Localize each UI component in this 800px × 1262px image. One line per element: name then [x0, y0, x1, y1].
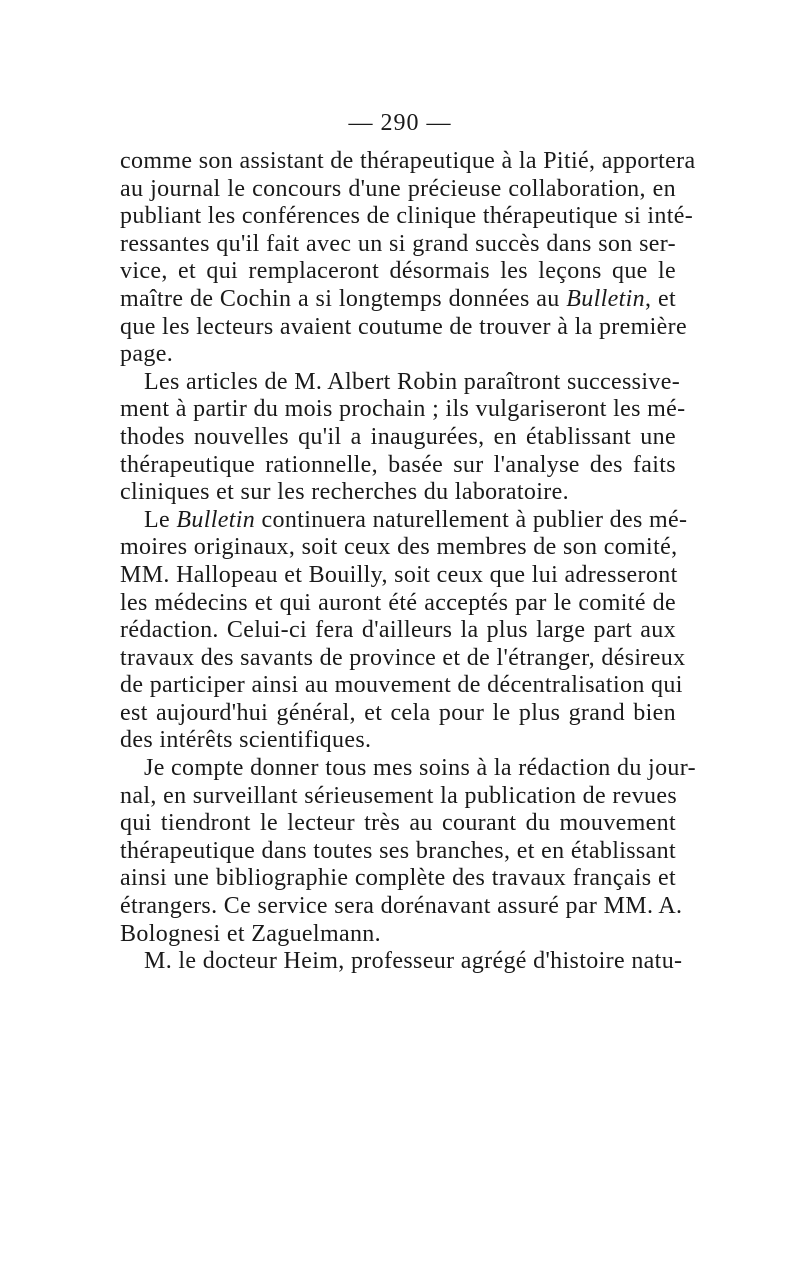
text-line: qui tiendront le lecteur très au courant du mouvement — [120, 810, 676, 837]
text-line: travaux des savants de province et de l'étranger, désireux — [120, 644, 686, 671]
paragraph-first-line: Les articles de M. Albert Robin paraîtront successive- — [144, 368, 681, 395]
text-line: thérapeutique rationnelle, basée sur l'analyse des faits — [120, 451, 676, 478]
text-segment: continuera naturellement à publier des mé- — [255, 506, 688, 533]
body-text — [120, 148, 696, 976]
text-line: publiant les conférences de clinique thérapeutique si inté- — [120, 203, 694, 230]
text-line: ressantes qu'il fait avec un si grand succès dans son ser- — [120, 230, 676, 257]
paragraph-first-line: M. le docteur Heim, professeur agrégé d'histoire natu- — [144, 948, 683, 975]
paragraph-end-line: page. — [120, 341, 174, 368]
text-line — [120, 286, 676, 314]
text-segment: , et — [645, 285, 676, 312]
text-line: ment à partir du mois prochain ; ils vulgariseront les mé- — [120, 396, 686, 423]
journal-title-italic: Bulletin — [176, 506, 256, 533]
text-line: de participer ainsi au mouvement de décentralisation qui — [120, 672, 683, 699]
text-line: au journal le concours d'une précieuse collaboration, en — [120, 175, 676, 202]
text-line: moires originaux, soit ceux des membres de son comité, — [120, 534, 678, 561]
paragraph-end-line: Bolognesi et Zaguelmann. — [120, 920, 382, 947]
text-line: rédaction. Celui-ci fera d'ailleurs la plus large part aux — [120, 617, 676, 644]
text-line: que les lecteurs avaient coutume de trouver à la première — [120, 313, 688, 340]
paragraph-first-line — [120, 506, 688, 535]
page-number: — 290 — — [348, 110, 452, 136]
paragraph-first-line: Je compte donner tous mes soins à la rédaction du jour- — [144, 755, 696, 782]
text-line: vice, et qui remplaceront désormais les leçons que le — [120, 258, 676, 285]
paragraph-end-line: des intérêts scientifiques. — [120, 727, 372, 754]
text-line: thérapeutique dans toutes ses branches, et en établissant — [120, 837, 676, 864]
text-line: MM. Hallopeau et Bouilly, soit ceux que lui adresseront — [120, 561, 678, 588]
text-segment: maître de Cochin a si longtemps données au — [120, 285, 567, 312]
text-segment: Le — [144, 506, 177, 533]
text-line: thodes nouvelles qu'il a inaugurées, en établissant une — [120, 423, 676, 450]
paragraph-end-line: cliniques et sur les recherches du laboratoire. — [120, 479, 569, 506]
text-line: ainsi une bibliographie complète des travaux français et — [120, 865, 676, 892]
text-line: est aujourd'hui général, et cela pour le plus grand bien — [120, 699, 676, 726]
text-line: nal, en surveillant sérieusement la publication de revues — [120, 782, 678, 809]
text-line: étrangers. Ce service sera dorénavant assuré par MM. A. — [120, 893, 683, 920]
journal-title-italic: Bulletin — [566, 285, 646, 312]
text-line: les médecins et qui auront été acceptés par le comité de — [120, 589, 676, 616]
text-line: comme son assistant de thérapeutique à la Pitié, apportera — [120, 148, 696, 174]
